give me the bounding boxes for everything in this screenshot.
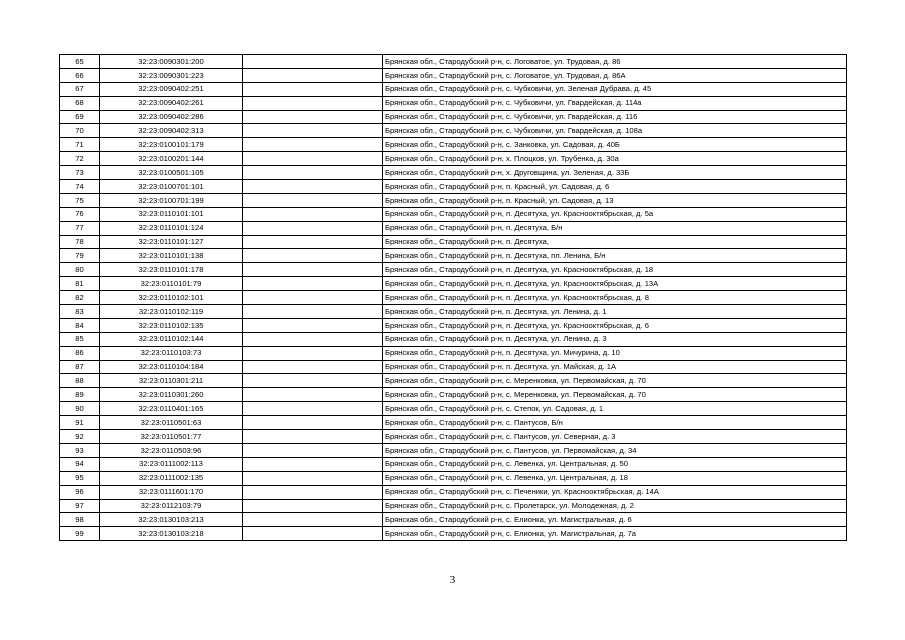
cadastral-number-cell: 32:23:0110101:178 [100,263,243,277]
address-cell: Брянская обл., Стародубский р-н, с. Логоватое, ул. Трудовая, д. 86А [383,68,847,82]
blank-cell [243,499,383,513]
property-table [59,54,847,541]
row-number-cell: 77 [60,221,100,235]
address-cell: Брянская обл., Стародубский р-н, с. Пантусов, ул. Первомайская, д. 34 [383,443,847,457]
address-cell: Брянская обл., Стародубский р-н, с. Елионка, ул. Магистральная, д. 6 [383,513,847,527]
address-cell: Брянская обл., Стародубский р-н, с. Занковка, ул. Садовая, д. 40Б [383,138,847,152]
table-row [60,374,847,388]
property-table-body [60,55,847,541]
row-number-cell: 88 [60,374,100,388]
cadastral-number-cell: 32:23:0110101:127 [100,235,243,249]
table-row [60,457,847,471]
address-cell: Брянская обл., Стародубский р-н, с. Меренковка, ул. Первомайская, д. 70 [383,374,847,388]
table-row [60,332,847,346]
blank-cell [243,513,383,527]
table-row [60,471,847,485]
table-row [60,152,847,166]
table-row [60,485,847,499]
table-row [60,207,847,221]
row-number-cell: 94 [60,457,100,471]
blank-cell [243,374,383,388]
address-cell: Брянская обл., Стародубский р-н, п. Десятуха, ул. Краснооктябрьская, д. 5а [383,207,847,221]
table-row [60,527,847,541]
address-cell: Брянская обл., Стародубский р-н, с. Печеники, ул. Краснооктябрьская, д. 14А [383,485,847,499]
cadastral-number-cell: 32:23:0110101:101 [100,207,243,221]
address-cell: Брянская обл., Стародубский р-н, п. Десятуха, пл. Ленина, Б/н [383,249,847,263]
address-cell: Брянская обл., Стародубский р-н, п. Десятуха, ул. Майская, д. 1А [383,360,847,374]
row-number-cell: 66 [60,68,100,82]
blank-cell [243,138,383,152]
blank-cell [243,263,383,277]
row-number-cell: 79 [60,249,100,263]
blank-cell [243,68,383,82]
blank-cell [243,291,383,305]
blank-cell [243,471,383,485]
blank-cell [243,318,383,332]
cadastral-number-cell: 32:23:0110301:260 [100,388,243,402]
cadastral-number-cell: 32:23:0090301:223 [100,68,243,82]
table-row [60,305,847,319]
cadastral-number-cell: 32:23:0100701:199 [100,193,243,207]
table-row [60,55,847,69]
row-number-cell: 82 [60,291,100,305]
row-number-cell: 74 [60,180,100,194]
row-number-cell: 83 [60,305,100,319]
cadastral-number-cell: 32:23:0110102:101 [100,291,243,305]
table-row [60,277,847,291]
address-cell: Брянская обл., Стародубский р-н, с. Степок, ул. Садовая, д. 1 [383,402,847,416]
address-cell: Брянская обл., Стародубский р-н, с. Левенка, ул. Центральная, д. 18 [383,471,847,485]
row-number-cell: 76 [60,207,100,221]
blank-cell [243,110,383,124]
row-number-cell: 96 [60,485,100,499]
blank-cell [243,277,383,291]
address-cell: Брянская обл., Стародубский р-н, п. Десятуха, ул. Краснооктябрьская, д. 8 [383,291,847,305]
row-number-cell: 71 [60,138,100,152]
blank-cell [243,527,383,541]
blank-cell [243,235,383,249]
cadastral-number-cell: 32:23:0130103:213 [100,513,243,527]
row-number-cell: 87 [60,360,100,374]
table-row [60,193,847,207]
cadastral-number-cell: 32:23:0110501:77 [100,430,243,444]
cadastral-number-cell: 32:23:0100701:101 [100,180,243,194]
address-cell: Брянская обл., Стародубский р-н, х. Плоцков, ул. Трубенка, д. 30а [383,152,847,166]
address-cell: Брянская обл., Стародубский р-н, с. Чубковичи, ул. Гвардейская, д. 116 [383,110,847,124]
address-cell: Брянская обл., Стародубский р-н, с. Пантусов, ул. Северная, д. 3 [383,430,847,444]
cadastral-number-cell: 32:23:0090402:261 [100,96,243,110]
table-row [60,263,847,277]
row-number-cell: 93 [60,443,100,457]
table-row [60,402,847,416]
blank-cell [243,124,383,138]
blank-cell [243,443,383,457]
blank-cell [243,360,383,374]
cadastral-number-cell: 32:23:0090402:286 [100,110,243,124]
address-cell: Брянская обл., Стародубский р-н, х. Друговщина, ул. Зеленая, д. 33Б [383,166,847,180]
blank-cell [243,180,383,194]
cadastral-number-cell: 32:23:0110102:135 [100,318,243,332]
blank-cell [243,416,383,430]
row-number-cell: 86 [60,346,100,360]
row-number-cell: 73 [60,166,100,180]
table-row [60,318,847,332]
blank-cell [243,221,383,235]
table-row [60,360,847,374]
table-row [60,96,847,110]
cadastral-number-cell: 32:23:0130103:218 [100,527,243,541]
cadastral-number-cell: 32:23:0100501:105 [100,166,243,180]
blank-cell [243,388,383,402]
blank-cell [243,152,383,166]
blank-cell [243,166,383,180]
row-number-cell: 75 [60,193,100,207]
row-number-cell: 90 [60,402,100,416]
row-number-cell: 89 [60,388,100,402]
cadastral-number-cell: 32:23:0110102:119 [100,305,243,319]
address-cell: Брянская обл., Стародубский р-н, п. Десятуха, ул. Мичурина, д. 10 [383,346,847,360]
table-row [60,82,847,96]
cadastral-number-cell: 32:23:0110104:184 [100,360,243,374]
blank-cell [243,457,383,471]
row-number-cell: 91 [60,416,100,430]
row-number-cell: 99 [60,527,100,541]
row-number-cell: 95 [60,471,100,485]
table-row [60,110,847,124]
address-cell: Брянская обл., Стародубский р-н, с. Левенка, ул. Центральная, д. 50 [383,457,847,471]
blank-cell [243,96,383,110]
cadastral-number-cell: 32:23:0111002:113 [100,457,243,471]
row-number-cell: 85 [60,332,100,346]
table-row [60,221,847,235]
address-cell: Брянская обл., Стародубский р-н, с. Пролетарск, ул. Молодежная, д. 2 [383,499,847,513]
address-cell: Брянская обл., Стародубский р-н, с. Логоватое, ул. Трудовая, д. 86 [383,55,847,69]
row-number-cell: 81 [60,277,100,291]
row-number-cell: 68 [60,96,100,110]
cadastral-number-cell: 32:23:0110102:144 [100,332,243,346]
address-cell: Брянская обл., Стародубский р-н, п. Десятуха, ул. Ленина, д. 1 [383,305,847,319]
cadastral-number-cell: 32:23:0111002:135 [100,471,243,485]
blank-cell [243,207,383,221]
cadastral-number-cell: 32:23:0112103:79 [100,499,243,513]
table-row [60,235,847,249]
row-number-cell: 67 [60,82,100,96]
cadastral-number-cell: 32:23:0110301:211 [100,374,243,388]
table-row [60,138,847,152]
table-row [60,388,847,402]
table-row [60,346,847,360]
row-number-cell: 70 [60,124,100,138]
blank-cell [243,346,383,360]
blank-cell [243,55,383,69]
cadastral-number-cell: 32:23:0090301:200 [100,55,243,69]
address-cell: Брянская обл., Стародубский р-н, с. Чубковичи, ул. Гвардейская, д. 114а [383,96,847,110]
row-number-cell: 84 [60,318,100,332]
blank-cell [243,82,383,96]
address-cell: Брянская обл., Стародубский р-н, с. Елионка, ул. Магистральная, д. 7а [383,527,847,541]
blank-cell [243,402,383,416]
table-row [60,291,847,305]
row-number-cell: 97 [60,499,100,513]
address-cell: Брянская обл., Стародубский р-н, п. Красный, ул. Садовая, д. 13 [383,193,847,207]
cadastral-number-cell: 32:23:0110101:79 [100,277,243,291]
cadastral-number-cell: 32:23:0110503:96 [100,443,243,457]
table-row [60,180,847,194]
table-row [60,249,847,263]
blank-cell [243,193,383,207]
cadastral-number-cell: 32:23:0110103:73 [100,346,243,360]
table-row [60,513,847,527]
cadastral-number-cell: 32:23:0090402:251 [100,82,243,96]
table-row [60,443,847,457]
cadastral-number-cell: 32:23:0110501:63 [100,416,243,430]
row-number-cell: 69 [60,110,100,124]
row-number-cell: 98 [60,513,100,527]
cadastral-number-cell: 32:23:0110101:138 [100,249,243,263]
blank-cell [243,430,383,444]
table-row [60,124,847,138]
address-cell: Брянская обл., Стародубский р-н, с. Чубковичи, ул. Зеленая Дубрава, д. 45 [383,82,847,96]
row-number-cell: 65 [60,55,100,69]
cadastral-number-cell: 32:23:0100101:179 [100,138,243,152]
page-number: 3 [449,574,456,586]
table-row [60,166,847,180]
address-cell: Брянская обл., Стародубский р-н, с. Пантусов, Б/н [383,416,847,430]
row-number-cell: 78 [60,235,100,249]
cadastral-number-cell: 32:23:0110101:124 [100,221,243,235]
blank-cell [243,305,383,319]
row-number-cell: 92 [60,430,100,444]
table-row [60,499,847,513]
blank-cell [243,332,383,346]
address-cell: Брянская обл., Стародубский р-н, п. Десятуха, ул. Ленина, д. 3 [383,332,847,346]
address-cell: Брянская обл., Стародубский р-н, с. Чубковичи, ул. Гвардейская, д. 108а [383,124,847,138]
table-row [60,416,847,430]
cadastral-number-cell: 32:23:0100201:144 [100,152,243,166]
cadastral-number-cell: 32:23:0090402:313 [100,124,243,138]
table-row [60,430,847,444]
row-number-cell: 80 [60,263,100,277]
table-row [60,68,847,82]
address-cell: Брянская обл., Стародубский р-н, п. Десятуха, [383,235,847,249]
blank-cell [243,485,383,499]
cadastral-number-cell: 32:23:0111601:170 [100,485,243,499]
blank-cell [243,249,383,263]
address-cell: Брянская обл., Стародубский р-н, п. Десятуха, ул. Краснооктябрьская, д. 18 [383,263,847,277]
address-cell: Брянская обл., Стародубский р-н, п. Десятуха, ул. Краснооктябрьская, д. 6 [383,318,847,332]
address-cell: Брянская обл., Стародубский р-н, с. Меренковка, ул. Первомайская, д. 70 [383,388,847,402]
cadastral-number-cell: 32:23:0110401:165 [100,402,243,416]
address-cell: Брянская обл., Стародубский р-н, п. Красный, ул. Садовая, д. 6 [383,180,847,194]
address-cell: Брянская обл., Стародубский р-н, п. Десятуха, Б/н [383,221,847,235]
address-cell: Брянская обл., Стародубский р-н, п. Десятуха, ул. Краснооктябрьская, д. 13А [383,277,847,291]
row-number-cell: 72 [60,152,100,166]
